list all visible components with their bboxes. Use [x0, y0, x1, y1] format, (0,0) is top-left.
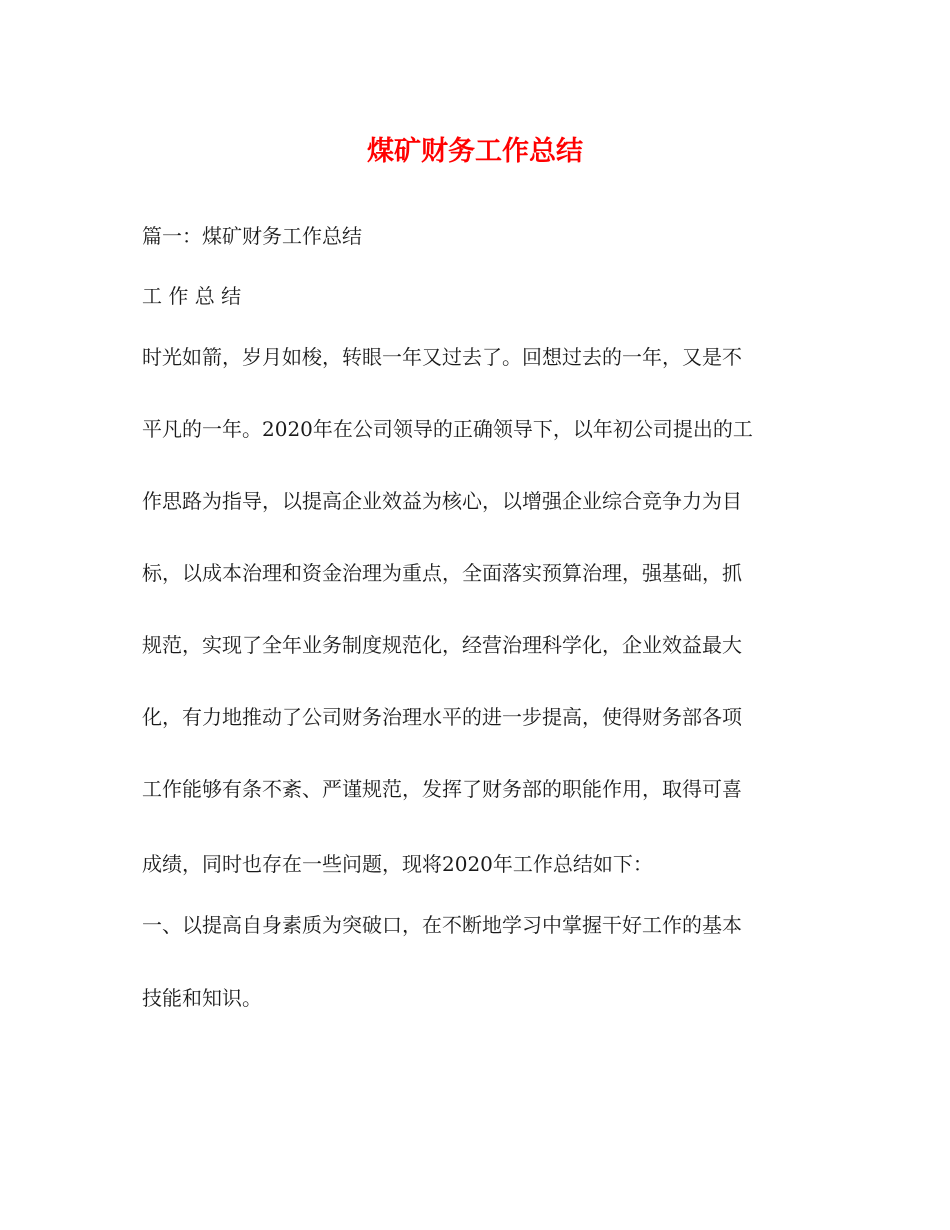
subheading: 工 作 总 结 [142, 284, 242, 308]
paragraph-line: 化，有力地推动了公司财务治理水平的进一步提高，使得财务部各项 [142, 705, 742, 729]
document-title: 煤矿财务工作总结 [367, 136, 583, 167]
paragraph-line: 时光如箭，岁月如梭，转眼一年又过去了。回想过去的一年，又是不 [142, 345, 742, 369]
paragraph-line: 工作能够有条不紊、严谨规范，发挥了财务部的职能作用，取得可喜 [142, 777, 742, 801]
paragraph-line: 平凡的一年。2020年在公司领导的正确领导下，以年初公司提出的工 [142, 417, 753, 441]
paragraph-line: 成绩，同时也存在一些问题，现将2020年工作总结如下： [142, 852, 653, 876]
paragraph-line: 规范，实现了全年业务制度规范化，经营治理科学化，企业效益最大 [142, 633, 742, 657]
paragraph-line: 作思路为指导，以提高企业效益为核心，以增强企业综合竞争力为目 [142, 489, 742, 513]
section-heading: 篇一：煤矿财务工作总结 [142, 224, 362, 248]
paragraph-line: 标，以成本治理和资金治理为重点，全面落实预算治理，强基础，抓 [142, 561, 742, 585]
item-one-line: 技能和知识。 [142, 986, 262, 1010]
item-one-line: 一、以提高自身素质为突破口，在不断地学习中掌握干好工作的基本 [142, 913, 742, 937]
